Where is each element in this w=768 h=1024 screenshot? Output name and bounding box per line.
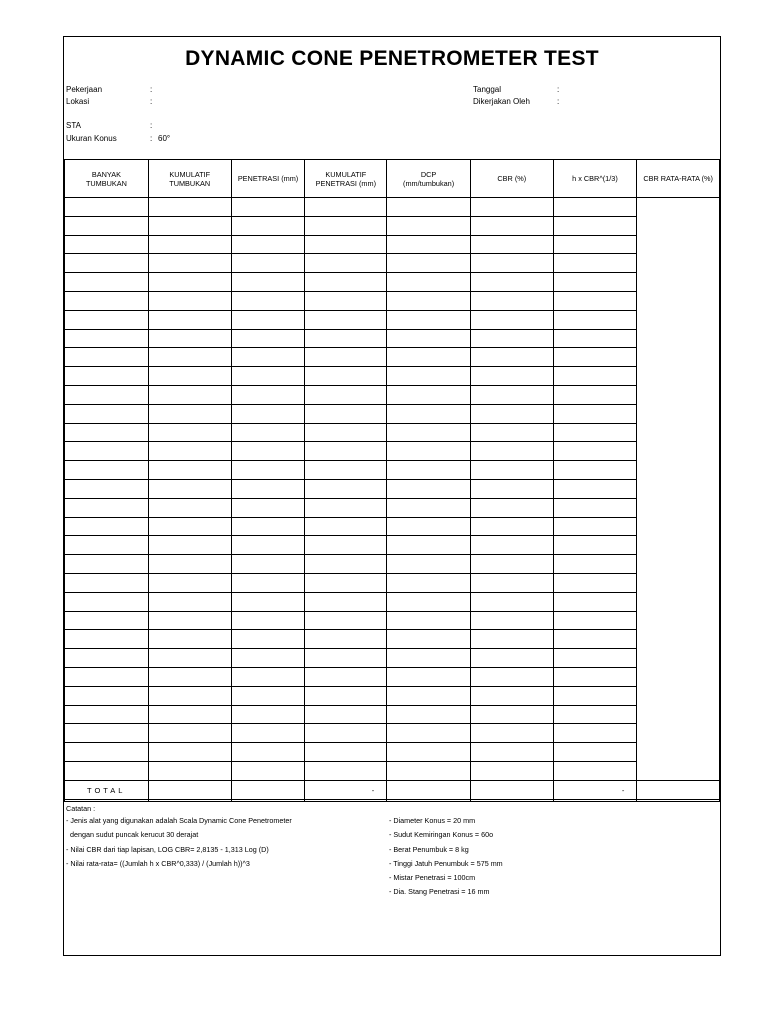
note-item: - Mistar Penetrasi = 100cm [389,873,476,883]
table-cell[interactable] [65,630,149,649]
table-cell[interactable] [387,630,471,649]
note-item: - Diameter Konus = 20 mm [389,816,476,825]
table-cell[interactable] [148,310,231,329]
table-cell[interactable] [387,536,471,555]
table-row [65,686,720,705]
table-cell[interactable] [387,573,471,592]
table-cell[interactable] [305,517,387,536]
table-cell[interactable] [553,479,637,498]
table-cell[interactable] [387,310,471,329]
table-cell[interactable] [305,216,387,235]
table-row [65,667,720,686]
table-cell[interactable] [387,686,471,705]
column-header: KUMULATIF TUMBUKAN [148,160,231,198]
table-cell[interactable] [305,479,387,498]
table-cell[interactable] [387,273,471,292]
column-header: CBR RATA-RATA (%) [637,160,720,198]
note-item: - Nilai rata-rata= ((Jumlah h x CBR^0,333) / (Jumlah h))^3 [66,858,250,868]
table-cell[interactable] [387,761,471,780]
table-cell[interactable] [231,216,305,235]
table-row [65,498,720,517]
table-cell[interactable] [65,254,149,273]
table-cell[interactable] [65,235,149,254]
table-cell[interactable] [387,254,471,273]
table-cell[interactable] [471,630,554,649]
table-cell[interactable] [305,555,387,574]
label-tanggal: Tanggal [473,85,502,94]
table-cell[interactable] [471,385,554,404]
table-cell[interactable] [65,479,149,498]
table-cell[interactable] [65,442,149,461]
table-cell[interactable] [148,216,231,235]
table-cell[interactable] [387,667,471,686]
table-cell[interactable] [471,329,554,348]
table-cell[interactable] [387,461,471,480]
table-cell[interactable] [305,291,387,310]
table-cell[interactable] [553,442,637,461]
table-cell[interactable] [553,705,637,724]
table-cell[interactable] [471,705,554,724]
table-row [65,479,720,498]
table-cell[interactable] [305,592,387,611]
table-cell[interactable] [471,479,554,498]
table-cell[interactable] [231,385,305,404]
table-cell[interactable] [305,235,387,254]
table-cell[interactable] [231,273,305,292]
table-cell[interactable] [305,630,387,649]
table-cell[interactable] [65,329,149,348]
table-cell[interactable] [231,667,305,686]
table-cell[interactable] [148,479,231,498]
table-cell[interactable] [148,385,231,404]
table-cell[interactable] [305,461,387,480]
table-row [65,517,720,536]
table-cell[interactable] [471,291,554,310]
total-kumulatif-penetrasi: - [305,780,387,801]
table-cell[interactable] [387,367,471,386]
cbr-rata-rata-cell[interactable] [637,198,720,781]
table-cell[interactable] [65,667,149,686]
table-cell[interactable] [305,686,387,705]
table-cell[interactable] [387,517,471,536]
table-cell[interactable] [148,291,231,310]
table-cell[interactable] [553,198,637,217]
table-cell[interactable] [471,611,554,630]
table-row [65,254,720,273]
table-cell[interactable] [471,592,554,611]
table-cell[interactable] [148,442,231,461]
table-cell[interactable] [553,423,637,442]
table-cell[interactable] [148,630,231,649]
table-cell[interactable] [553,273,637,292]
table-cell[interactable] [553,592,637,611]
notes-right-list [389,814,503,900]
table-cell[interactable] [305,498,387,517]
table-cell[interactable] [231,235,305,254]
table-cell[interactable] [553,254,637,273]
table-cell[interactable] [65,404,149,423]
table-cell[interactable] [231,630,305,649]
table-cell[interactable] [231,592,305,611]
table-cell[interactable] [387,442,471,461]
table-cell[interactable] [553,686,637,705]
table-cell[interactable] [231,404,305,423]
table-cell[interactable] [231,442,305,461]
table-cell[interactable] [471,348,554,367]
table-cell[interactable] [471,442,554,461]
table-cell[interactable] [148,724,231,743]
table-cell[interactable] [471,498,554,517]
table-cell[interactable] [553,611,637,630]
table-cell[interactable] [148,761,231,780]
table-row [65,573,720,592]
table-row [65,348,720,367]
value-ukuran-konus: 60° [158,134,171,143]
table-row [65,705,720,724]
table-cell[interactable] [471,761,554,780]
table-cell[interactable] [553,498,637,517]
table-row [65,555,720,574]
table-cell[interactable] [305,743,387,762]
table-cell[interactable] [387,198,471,217]
table-cell[interactable] [471,273,554,292]
table-cell[interactable] [471,216,554,235]
table-cell[interactable] [65,649,149,668]
table-cell[interactable] [148,686,231,705]
table-cell[interactable] [387,743,471,762]
table-row [65,743,720,762]
table-cell[interactable] [553,649,637,668]
table-cell[interactable] [148,611,231,630]
table-row [65,611,720,630]
table-cell[interactable] [148,198,231,217]
note-item: - Dia. Stang Penetrasi = 16 mm [389,887,490,897]
table-row [65,367,720,386]
table-cell[interactable] [471,536,554,555]
table-cell[interactable] [65,273,149,292]
table-cell[interactable] [387,649,471,668]
table-cell[interactable] [471,555,554,574]
colon: : [150,85,153,94]
table-cell[interactable] [553,310,637,329]
table-cell[interactable] [305,329,387,348]
table-cell[interactable] [148,667,231,686]
table-cell[interactable] [305,705,387,724]
table-cell[interactable] [553,461,637,480]
table-header-row [65,160,720,198]
table-cell[interactable] [65,198,149,217]
table-cell[interactable] [148,649,231,668]
table-cell[interactable] [387,329,471,348]
table-row [65,273,720,292]
table-cell[interactable] [65,536,149,555]
table-cell[interactable] [471,517,554,536]
table-cell[interactable] [231,724,305,743]
note-item: dengan sudut puncak kerucut 30 derajat [66,830,199,840]
table-cell[interactable] [65,705,149,724]
table-cell[interactable] [231,743,305,762]
table-cell[interactable] [148,517,231,536]
table-cell[interactable] [148,367,231,386]
table-cell[interactable] [553,385,637,404]
table-cell[interactable] [231,498,305,517]
table-cell[interactable] [471,573,554,592]
table-row [65,592,720,611]
table-cell[interactable] [305,423,387,442]
table-cell[interactable] [148,348,231,367]
table-cell[interactable] [148,573,231,592]
table-cell[interactable] [65,423,149,442]
table-cell[interactable] [65,743,149,762]
table-cell[interactable] [231,348,305,367]
table-cell[interactable] [231,367,305,386]
table-cell[interactable] [553,724,637,743]
table-cell[interactable] [553,367,637,386]
note-item: - Jenis alat yang digunakan adalah Scala Dynamic Cone Penetrometer [66,816,292,825]
table-cell[interactable] [387,235,471,254]
table-cell[interactable] [387,611,471,630]
column-header: DCP (mm/tumbukan) [387,160,471,198]
table-cell[interactable] [148,555,231,574]
table-cell[interactable] [553,517,637,536]
table-cell[interactable] [305,310,387,329]
table-cell[interactable] [305,198,387,217]
table-row [65,216,720,235]
table-cell[interactable] [387,498,471,517]
label-lokasi: Lokasi [66,97,90,106]
table-cell[interactable] [305,761,387,780]
table-cell[interactable] [305,442,387,461]
table-cell[interactable] [553,630,637,649]
colon: : [150,97,153,106]
table-cell[interactable] [387,385,471,404]
table-cell[interactable] [553,573,637,592]
table-cell[interactable] [65,517,149,536]
column-header: BANYAK TUMBUKAN [65,160,149,198]
total-h-cbr: - [553,780,637,801]
table-cell[interactable] [231,329,305,348]
table-cell[interactable] [65,592,149,611]
table-cell[interactable] [231,291,305,310]
table-cell[interactable] [305,254,387,273]
table-cell[interactable] [148,498,231,517]
table-row [65,649,720,668]
table-cell[interactable] [65,686,149,705]
column-header: CBR (%) [471,160,554,198]
colon: : [150,121,153,130]
table-cell[interactable] [305,611,387,630]
colon: : [557,85,560,94]
table-cell[interactable] [553,216,637,235]
table-cell[interactable] [471,743,554,762]
table-row [65,761,720,780]
table-row [65,329,720,348]
table-cell[interactable] [65,761,149,780]
table-cell[interactable] [148,273,231,292]
note-item: - Nilai CBR dari tiap lapisan, LOG CBR= 2,8135 - 1,313 Log (D) [66,844,269,854]
table-cell[interactable] [305,404,387,423]
table-cell[interactable] [305,573,387,592]
table-cell[interactable] [471,310,554,329]
table-cell[interactable] [305,348,387,367]
table-cell[interactable] [471,423,554,442]
table-cell[interactable] [148,592,231,611]
table-cell[interactable] [231,254,305,273]
table-cell[interactable] [553,743,637,762]
table-cell[interactable] [387,216,471,235]
table-cell[interactable] [231,423,305,442]
table-cell[interactable] [231,198,305,217]
table-row [65,442,720,461]
table-cell[interactable] [471,404,554,423]
table-cell[interactable] [553,235,637,254]
table-cell[interactable] [305,536,387,555]
table-row [65,724,720,743]
note-item: - Berat Penumbuk = 8 kg [389,844,469,854]
table-row [65,310,720,329]
column-header: h x CBR^(1/3) [553,160,637,198]
table-cell[interactable] [387,291,471,310]
table-row [65,235,720,254]
table-cell[interactable] [471,649,554,668]
table-cell[interactable] [148,423,231,442]
table-cell[interactable] [231,517,305,536]
table-cell[interactable] [148,461,231,480]
table-cell[interactable] [553,348,637,367]
table-cell[interactable] [387,724,471,743]
total-label: TOTAL [65,780,149,801]
table-row [65,291,720,310]
table-cell[interactable] [305,367,387,386]
table-cell[interactable] [471,198,554,217]
notes-heading: Catatan : [66,804,96,813]
table-cell[interactable] [231,536,305,555]
table-cell[interactable] [148,743,231,762]
table-cell[interactable] [65,367,149,386]
label-pekerjaan: Pekerjaan [66,85,103,94]
table-cell[interactable] [387,404,471,423]
table-cell[interactable] [148,235,231,254]
table-cell[interactable] [65,348,149,367]
column-header: KUMULATIF PENETRASI (mm) [305,160,387,198]
table-cell[interactable] [65,555,149,574]
table-body [65,198,720,802]
table-cell[interactable] [231,555,305,574]
note-item: - Tinggi Jatuh Penumbuk = 575 mm [389,858,503,868]
table-cell[interactable] [65,385,149,404]
table-cell[interactable] [148,536,231,555]
table-cell[interactable] [65,291,149,310]
table-cell[interactable] [65,216,149,235]
table-cell[interactable] [471,686,554,705]
table-cell[interactable] [553,536,637,555]
table-row [65,385,720,404]
table-cell[interactable] [65,724,149,743]
table-cell[interactable] [387,348,471,367]
table-cell[interactable] [65,498,149,517]
notes-section [64,799,720,956]
notes-left-list [66,814,292,871]
table-cell[interactable] [231,686,305,705]
colon: : [150,134,153,143]
table-cell[interactable] [65,461,149,480]
table-cell[interactable] [305,724,387,743]
table-cell[interactable] [553,291,637,310]
table-cell[interactable] [471,724,554,743]
table-cell[interactable] [471,461,554,480]
table-cell[interactable] [387,479,471,498]
table-cell[interactable] [148,254,231,273]
table-cell[interactable] [148,705,231,724]
data-table [64,159,720,802]
table-cell[interactable] [471,667,554,686]
table-cell[interactable] [305,649,387,668]
table-cell[interactable] [305,385,387,404]
table-cell[interactable] [471,235,554,254]
dcp-form-sheet [63,36,721,956]
table-cell[interactable] [231,611,305,630]
table-cell[interactable] [553,555,637,574]
table-cell[interactable] [148,329,231,348]
table-cell[interactable] [387,423,471,442]
table-row [65,404,720,423]
table-cell[interactable] [231,479,305,498]
table-cell[interactable] [231,461,305,480]
table-cell[interactable] [305,667,387,686]
table-cell[interactable] [231,649,305,668]
table-cell[interactable] [231,573,305,592]
table-row [65,630,720,649]
table-cell[interactable] [553,667,637,686]
table-cell[interactable] [387,592,471,611]
table-cell[interactable] [305,273,387,292]
table-cell[interactable] [65,611,149,630]
label-ukuran-konus: Ukuran Konus [66,134,117,143]
table-cell[interactable] [148,404,231,423]
table-cell[interactable] [65,310,149,329]
label-sta: STA [66,121,81,130]
table-cell[interactable] [471,254,554,273]
colon: : [557,97,560,106]
table-row [65,461,720,480]
table-cell[interactable] [387,555,471,574]
table-cell[interactable] [387,705,471,724]
table-row [65,536,720,555]
table-row [65,198,720,217]
label-dikerjakan-oleh: Dikerjakan Oleh [473,97,530,106]
table-cell[interactable] [231,761,305,780]
table-cell[interactable] [231,310,305,329]
table-cell[interactable] [65,573,149,592]
table-cell[interactable] [553,404,637,423]
table-cell[interactable] [471,367,554,386]
table-row [65,423,720,442]
page-title: DYNAMIC CONE PENETROMETER TEST [185,47,599,70]
table-cell[interactable] [553,329,637,348]
table-cell[interactable] [553,761,637,780]
column-header: PENETRASI (mm) [231,160,305,198]
note-item: - Sudut Kemiringan Konus = 60o [389,830,494,840]
table-cell[interactable] [231,705,305,724]
